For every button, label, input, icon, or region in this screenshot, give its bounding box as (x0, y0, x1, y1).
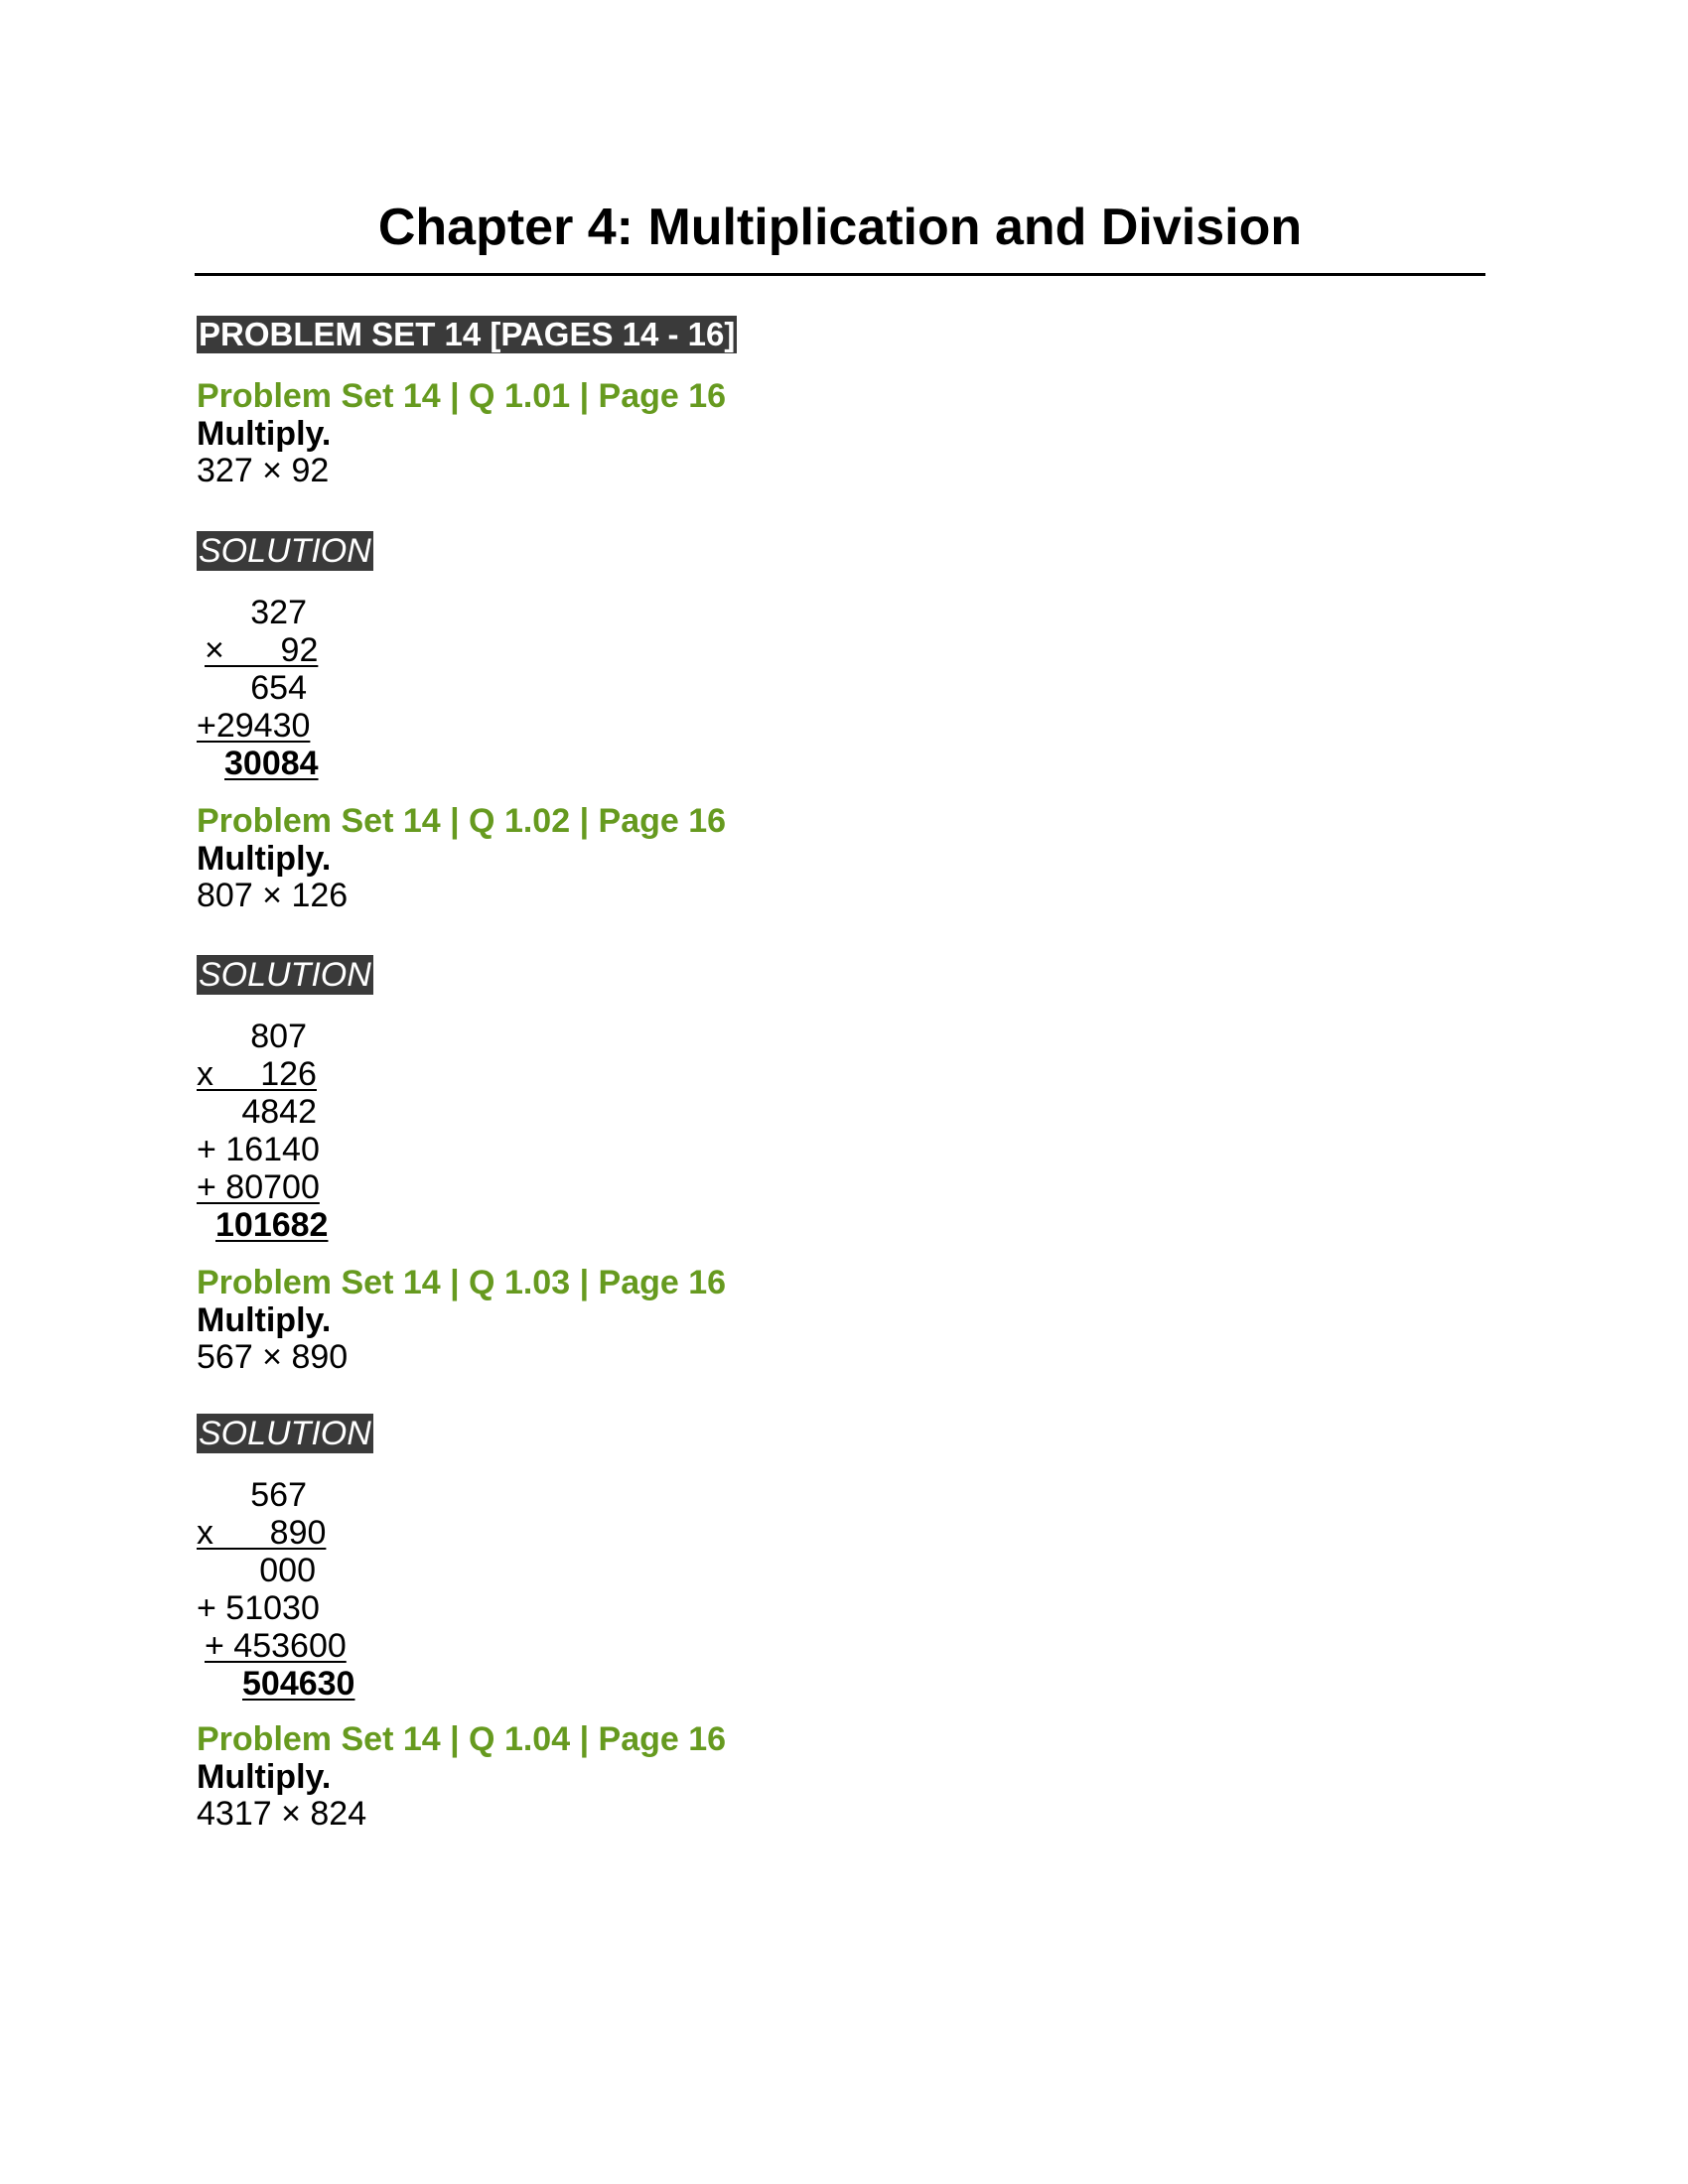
problem-instruction: Multiply. (197, 415, 332, 453)
problem-instruction: Multiply. (197, 1758, 332, 1796)
problem-heading: Problem Set 14 | Q 1.04 | Page 16 (197, 1720, 727, 1758)
problem-expression: 567 × 890 (197, 1338, 349, 1376)
title-divider (195, 273, 1485, 276)
solution-label: SOLUTION (199, 956, 371, 994)
work-line: + 80700 (197, 1168, 320, 1206)
work-line: + 453600 (205, 1627, 347, 1665)
solution-label: SOLUTION (199, 532, 371, 570)
problem-instruction: Multiply. (197, 1301, 332, 1339)
chapter-title: Chapter 4: Multiplication and Division (377, 199, 1303, 256)
problem-heading: Problem Set 14 | Q 1.03 | Page 16 (197, 1264, 727, 1301)
problem-heading: Problem Set 14 | Q 1.02 | Page 16 (197, 802, 727, 840)
section-banner: PROBLEM SET 14 [PAGES 14 - 16] (199, 316, 736, 352)
problem-heading: Problem Set 14 | Q 1.01 | Page 16 (197, 377, 727, 415)
work-line: 807 (250, 1018, 307, 1055)
work-line: 327 (250, 594, 307, 631)
work-line: + 51030 (197, 1589, 320, 1627)
work-result: 30084 (224, 745, 319, 782)
problem-expression: 327 × 92 (197, 452, 330, 489)
work-line: 654 (250, 669, 307, 707)
solution-label: SOLUTION (199, 1415, 371, 1452)
work-result: 101682 (215, 1206, 329, 1244)
problem-expression: 807 × 126 (197, 877, 349, 914)
work-line: + 16140 (197, 1131, 320, 1168)
work-line: x 126 (197, 1055, 317, 1093)
work-line: x 890 (197, 1514, 327, 1552)
work-line: +29430 (197, 707, 311, 745)
work-line: 000 (259, 1552, 316, 1589)
problem-instruction: Multiply. (197, 840, 332, 878)
problem-expression: 4317 × 824 (197, 1795, 367, 1833)
work-line: 4842 (241, 1093, 317, 1131)
work-line: × 92 (205, 631, 319, 669)
work-line: 567 (250, 1476, 307, 1514)
work-result: 504630 (242, 1665, 355, 1703)
